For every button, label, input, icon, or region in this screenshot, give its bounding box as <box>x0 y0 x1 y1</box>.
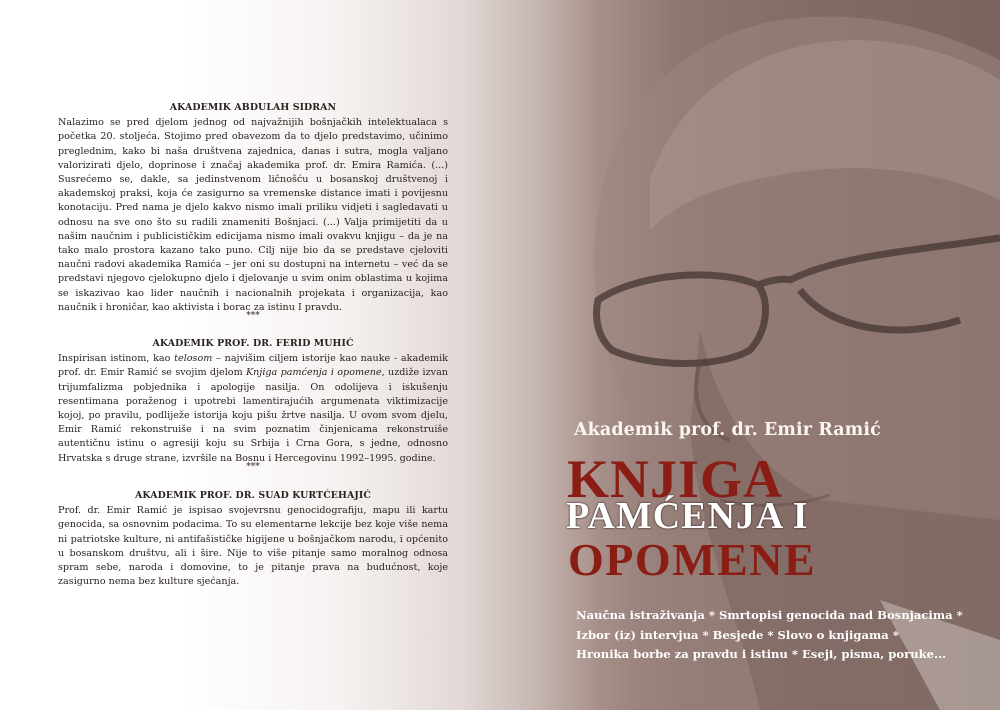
tagline-line: Naučna istraživanja * Smrtopisi genocida nad Bosnjacima * <box>576 608 963 622</box>
review-text: Inspirisan istinom, kao telosom – najvišim ciljem istorije kao nauke - akademik prof. dr. Emir Ramić se svojim djelom Knjiga pamćenja i opomene, uzdiže izvan trijumfalizma pobjednika i apologije nasilja. On odolijeva i iskušenju resentimana poraženog i upotrebi lamentirajućih argumenata viktimizacije kojoj, po pravilu, podliježe istorija koju pišu žrtve nasilja. U ovom svom djelu, Emir Ramić rekonstruiše i na svim poznatim činjenicama rekonstruiše autentičnu istinu o agresiji koju su Srbija i Crna Gora, s jedne, odnosno Hrvatska s druge strane, izvršile na Bosnu i Hercegovinu 1992–1995. godine. <box>58 353 448 464</box>
book-contents-tagline <box>576 606 963 665</box>
tagline-line: Izbor (iz) intervjua * Besjede * Slovo o knjigama * <box>576 627 899 642</box>
review-heading: AKADEMIK PROF. DR. FERID MUHIĆ <box>152 338 354 349</box>
review-heading: AKADEMIK ABDULAH SIDRAN <box>169 102 337 113</box>
book-title-line-1: KNJIGA <box>567 449 784 509</box>
review-text: Prof. dr. Emir Ramić je ispisao svojevrsnu genocidografiju, mapu ili kartu genocida, sa osnovnim podacima. To su elementarne lekcije bez koje više nema ni patriotske kulture, ni antifašističke higijene u bošnjačkom narodu, i općenito u bosanskom društvu, ali i šire. Nije to više pitanje samo moralnog odnosa spram sebe, naroda i domovine, to je pitanje prava na budućnost, koje zasigurno nema bez kulture sjećanja. <box>58 505 448 588</box>
tagline-line: Hronika borbe za pravdu i istinu * Esejі, pisma, poruke... <box>576 647 947 661</box>
review-kurtcehajic <box>58 489 448 589</box>
review-heading: AKADEMIK PROF. DR. SUAD KURTĆEHAJIĆ <box>135 490 371 501</box>
separator: *** <box>246 311 260 321</box>
book-title-line-2: PAMĆENJA I <box>566 495 809 537</box>
separator: *** <box>246 462 260 472</box>
review-text: Nalazimo se pred djelom jednog od najvažnijih bošnjačkih intelektualaca s početka 20. stoljeća. Stojimo pred obavezom da to djelo predstavimo, učinimo preglednim, kako bi naša društvena zajednica, danas i sutra, mogla valjano valorizirati djelo, doprinose i značaj akademika prof. dr. Emira Ramića. (...) Susrećemo se, dakle, sa jedinstvenom ličnošću u bosanskoj društvenoj i akademskoj praksi, koja će zasigurno sa vremenske distance imati i povijesnu konotaciju. Pred nama je djelo kakvo nismo imali priliku vidjeti i sagledavati u odnosu na sve ono što su radili znameniti Bošnjaci. (...) Valja primijetiti da u našim naučnim i publicističkim edicijama nismo imali ovakvu knjigu – da je na tako malo prostora kazano tako puno. Cilj nije bio da se predstave cjeloviti naučni radovi akademika Ramića – jer oni su dostupni na internetu – već da se predstavi njegovo cjelokupno djelo i djelovanje u svim onim oblastima u kojima se iskazivao kao lider naučnih i nacionalnih projekata i organizacija, kao naučnik i hroničar, kao aktivista i borac za istinu I pravdu. <box>58 117 448 313</box>
author-name: Akademik prof. dr. Emir Ramić <box>574 420 881 440</box>
review-muhic <box>58 337 448 466</box>
book-title-line-3: OPOMENE <box>568 534 817 585</box>
review-sidran <box>58 101 448 315</box>
